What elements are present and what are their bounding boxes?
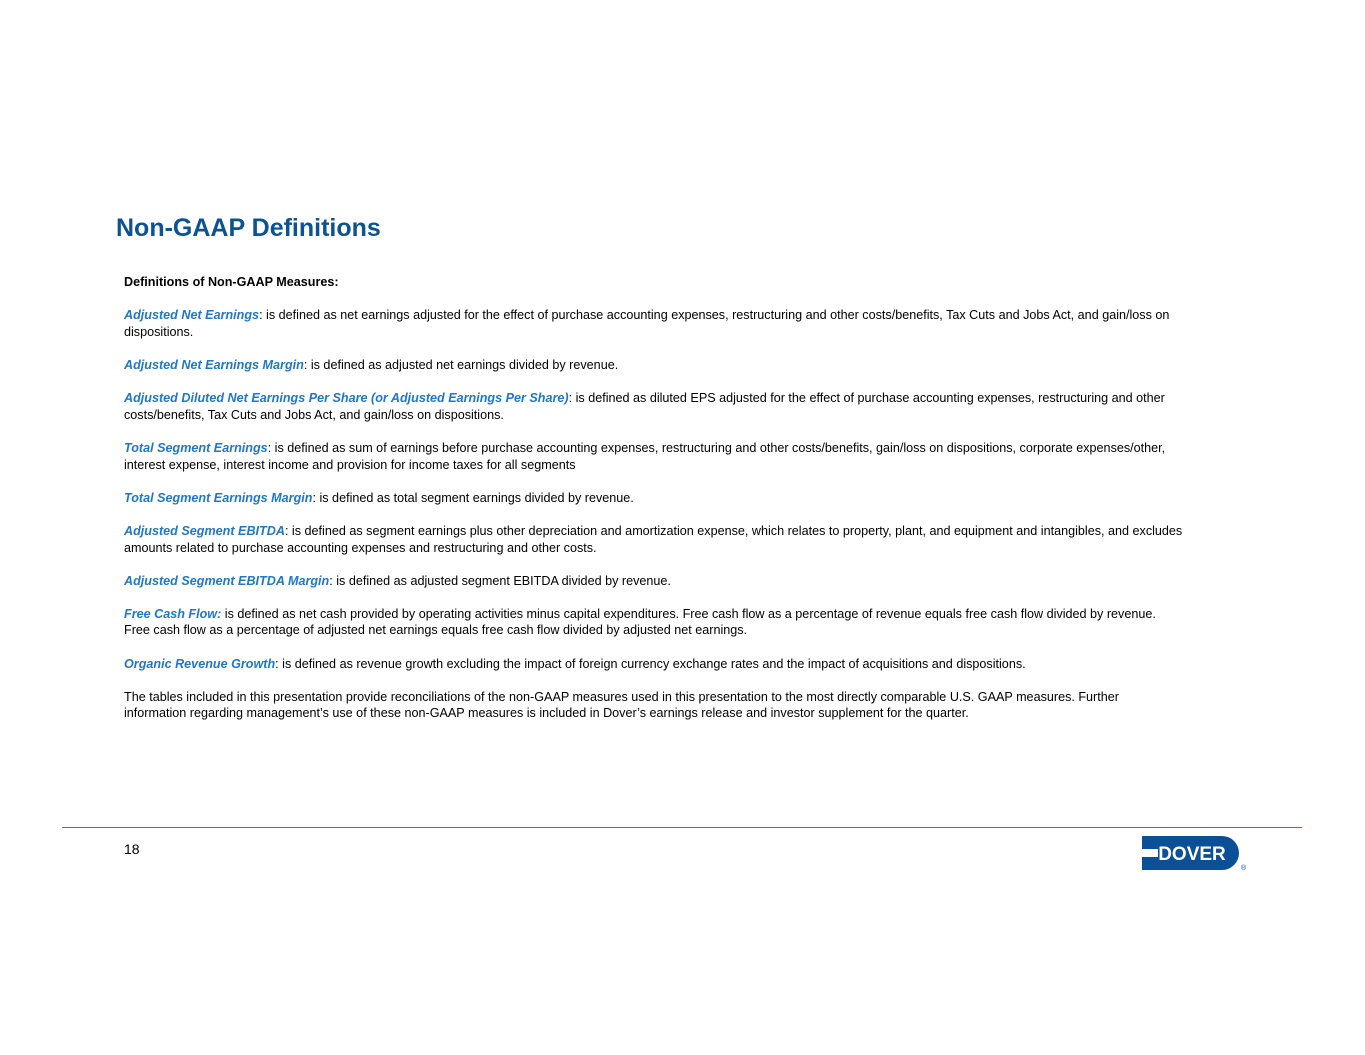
definition-term: Adjusted Net Earnings Margin (124, 357, 304, 372)
definition-term: Adjusted Net Earnings (124, 308, 260, 323)
definitions-subheading: Definitions of Non-GAAP Measures: (124, 275, 339, 289)
definition-item (124, 490, 1184, 507)
definition-text: is defined as net cash provided by operating activities minus capital expenditures. Free cash flow as a percentage of revenue equals free cash flow divided by revenue. Free cash flow as a percentage of adjusted net earnings equals free cash flow divided by adjusted net earnings. (124, 606, 1156, 638)
definition-item (124, 656, 1184, 673)
definition-text: : is defined as total segment earnings divided by revenue. (312, 490, 634, 505)
definition-item (124, 307, 1184, 340)
definition-text: : is defined as adjusted net earnings divided by revenue. (303, 357, 619, 372)
definition-term: Organic Revenue Growth (124, 656, 276, 671)
definition-item (124, 523, 1184, 556)
definition-term: Adjusted Segment EBITDA (124, 523, 285, 538)
definition-term: Adjusted Segment EBITDA Margin (124, 573, 330, 588)
definition-item (124, 573, 1184, 590)
page-number: 18 (124, 841, 140, 857)
definition-term: Adjusted Diluted Net Earnings Per Share (or Adjusted Earnings Per Share) (124, 391, 569, 406)
definition-text: : is defined as net earnings adjusted for the effect of purchase accounting expenses, restructuring and other costs/benefits, Tax Cuts and Jobs Act, and gain/loss on dispositions. (124, 308, 1170, 339)
definition-item (124, 606, 1184, 639)
definition-item (124, 390, 1184, 423)
definition-term: Total Segment Earnings (124, 440, 268, 455)
footer-divider (62, 827, 1302, 828)
definition-term: Total Segment Earnings Margin (124, 490, 313, 505)
definition-text: : is defined as revenue growth excluding the impact of foreign currency exchange rates and the impact of acquisitions and dispositions. (275, 656, 1026, 671)
definition-text: : is defined as segment earnings plus other depreciation and amortization expense, which relates to property, plant, and equipment and intangibles, and excludes amounts related to purchase accounting expenses and restructuring and other costs. (124, 523, 1183, 555)
closing-note: The tables included in this presentation provide reconciliations of the non-GAAP measures used in this presentation to the most directly comparable U.S. GAAP measures. Further information regarding management’s use of these non-GAAP measures is included in Dover’s earnings release and investor supplement for the quarter. (124, 689, 1119, 721)
logo-text: DOVER (1158, 844, 1226, 865)
definitions-content (124, 274, 1184, 722)
definition-text: : is defined as adjusted segment EBITDA divided by revenue. (329, 573, 671, 588)
definition-term: Free Cash Flow: (124, 606, 222, 621)
definition-text: : is defined as diluted EPS adjusted for the effect of purchase accounting expenses, restructuring and other costs/benefits, Tax Cuts and Jobs Act, and gain/loss on dispositions. (124, 391, 1165, 422)
definition-item (124, 357, 1184, 374)
logo-registered: ® (1241, 865, 1247, 872)
page-title: Non-GAAP Definitions (116, 214, 381, 242)
definition-text: : is defined as sum of earnings before purchase accounting expenses, restructuring and other costs/benefits, gain/loss on dispositions, corporate expenses/other, interest expense, interest income and provision for income taxes for all segments (124, 440, 1166, 472)
dover-logo (1140, 834, 1248, 872)
definition-item (124, 440, 1184, 473)
